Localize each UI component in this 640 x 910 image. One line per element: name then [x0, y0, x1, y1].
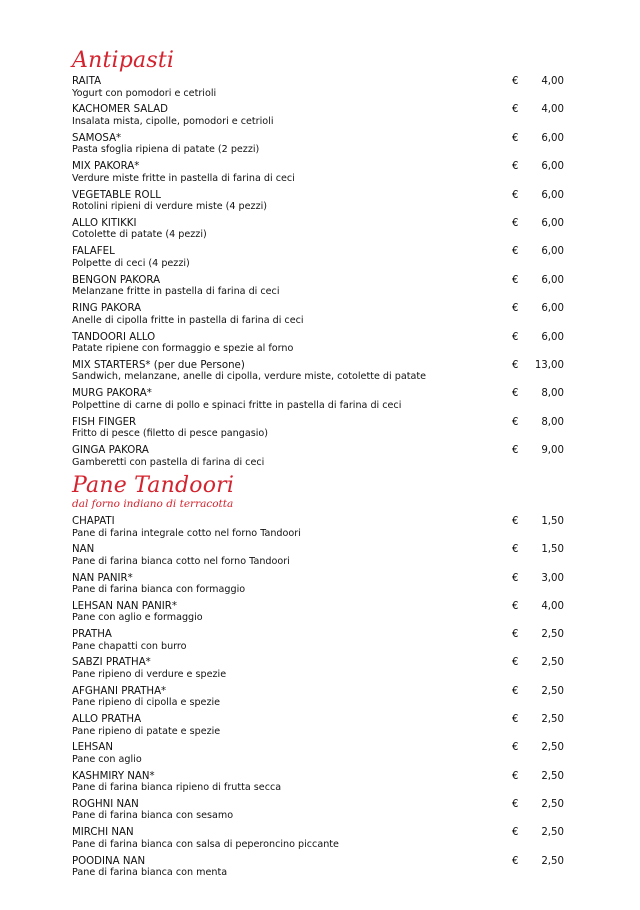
menu-item-description: Gamberetti con pastella di farina di ceci	[72, 456, 265, 468]
currency-symbol: €	[512, 855, 519, 867]
menu-item	[0, 303, 640, 331]
currency-symbol: €	[512, 798, 519, 810]
menu-item-description: Polpettine di carne di pollo e spinaci fritte in pastella di farina di ceci	[72, 399, 402, 411]
menu-item-name: CHAPATI	[72, 516, 115, 527]
menu-item-description: Melanzane fritte in pastella di farina di ceci	[72, 286, 280, 298]
menu-item-name: KASHMIRY NAN*	[72, 770, 155, 782]
menu-item-name: GINGA PAKORA	[72, 445, 149, 457]
menu-item-name: VEGETABLE ROLL	[72, 189, 161, 201]
section-title-antipasti: Antipasti	[72, 48, 175, 73]
currency-symbol: €	[512, 217, 519, 229]
menu-item-description: Verdure miste fritte in pastella di farina di ceci	[72, 172, 295, 184]
menu-item-description: Pane di farina bianca con salsa di peperoncino piccante	[72, 838, 339, 850]
menu-item-price: 4,00	[541, 104, 564, 116]
currency-symbol: €	[512, 189, 519, 201]
menu-item-name: MURG PAKORA*	[72, 388, 152, 400]
menu-item	[0, 799, 640, 827]
pane-tandoori-list	[0, 516, 640, 884]
menu-item-description: Polpette di ceci (4 pezzi)	[72, 257, 190, 269]
menu-item-description: Pane di farina integrale cotto nel forno Tandoori	[72, 527, 301, 539]
menu-item-description: Pane ripieno di cipolla e spezie	[72, 697, 221, 709]
menu-item-name: PRATHA	[72, 629, 112, 641]
menu-item-price: 2,50	[541, 827, 564, 839]
menu-item-description: Anelle di cipolla fritte in pastella di farina di ceci	[72, 314, 304, 326]
menu-item-description: Pane con aglio e formaggio	[72, 612, 203, 624]
menu-item	[0, 573, 640, 601]
menu-item-description: Pane di farina bianca con menta	[72, 867, 228, 879]
currency-symbol: €	[512, 445, 519, 457]
menu-item	[0, 218, 640, 246]
menu-item-price: 2,50	[541, 714, 564, 726]
menu-item-price: 2,50	[541, 685, 564, 697]
menu-item-price: 8,00	[541, 388, 564, 400]
menu-item	[0, 275, 640, 303]
menu-item-price: 6,00	[541, 132, 564, 144]
menu-item	[0, 771, 640, 799]
menu-item	[0, 742, 640, 770]
menu-item-name: MIX PAKORA*	[72, 161, 140, 173]
menu-item-price: 1,50	[541, 544, 564, 556]
menu-item-price: 9,00	[541, 445, 564, 457]
menu-item-description: Cotolette di patate (4 pezzi)	[72, 229, 207, 241]
menu-item-description: Pane ripieno di patate e spezie	[72, 725, 221, 737]
menu-item	[0, 629, 640, 657]
section-subtitle-pane-tandoori: dal forno indiano di terracotta	[72, 498, 234, 510]
menu-item	[0, 417, 640, 445]
menu-item-price: 4,00	[541, 600, 564, 612]
menu-item-price: 1,50	[541, 516, 564, 527]
menu-item	[0, 686, 640, 714]
currency-symbol: €	[512, 359, 519, 371]
menu-item	[0, 856, 640, 884]
currency-symbol: €	[512, 76, 519, 87]
menu-item-price: 6,00	[541, 274, 564, 286]
menu-item-price: 6,00	[541, 161, 564, 173]
section-title-pane-tandoori: Pane Tandoori	[72, 473, 235, 498]
menu-item-name: ALLO PRATHA	[72, 714, 142, 726]
antipasti-list	[0, 76, 640, 473]
menu-item-name: POODINA NAN	[72, 855, 146, 867]
menu-item	[0, 657, 640, 685]
menu-item-name: TANDOORI ALLO	[72, 331, 156, 343]
menu-item	[0, 544, 640, 572]
menu-item-name: LEHSAN NAN PANIR*	[72, 600, 177, 612]
menu-item	[0, 133, 640, 161]
menu-item-description: Yogurt con pomodori e cetrioli	[72, 87, 217, 99]
menu-item-price: 2,50	[541, 855, 564, 867]
menu-item	[0, 516, 640, 544]
menu-item-description: Pane ripieno di verdure e spezie	[72, 668, 227, 680]
menu-item-price: 13,00	[534, 359, 564, 371]
menu-item	[0, 246, 640, 274]
menu-item	[0, 104, 640, 132]
currency-symbol: €	[512, 714, 519, 726]
menu-item	[0, 190, 640, 218]
menu-item-price: 2,50	[541, 770, 564, 782]
currency-symbol: €	[512, 516, 519, 527]
currency-symbol: €	[512, 331, 519, 343]
menu-item-name: NAN PANIR*	[72, 572, 133, 584]
menu-item-name: AFGHANI PRATHA*	[72, 685, 167, 697]
currency-symbol: €	[512, 685, 519, 697]
menu-item-name: BENGON PAKORA	[72, 274, 161, 286]
menu-item-name: ALLO KITIKKI	[72, 217, 137, 229]
currency-symbol: €	[512, 132, 519, 144]
menu-item-description: Insalata mista, cipolle, pomodori e cetrioli	[72, 115, 274, 127]
currency-symbol: €	[512, 600, 519, 612]
menu-item-description: Pane di farina bianca cotto nel forno Tandoori	[72, 555, 290, 567]
menu-item-price: 6,00	[541, 246, 564, 258]
menu-item-name: MIX STARTERS* (per due Persone)	[72, 359, 245, 371]
menu-item-name: LEHSAN	[72, 742, 114, 754]
menu-item	[0, 161, 640, 189]
currency-symbol: €	[512, 544, 519, 556]
menu-item-price: 6,00	[541, 189, 564, 201]
menu-item-name: SABZI PRATHA*	[72, 657, 151, 669]
menu-item-name: RING PAKORA	[72, 303, 142, 315]
menu-item-name: FISH FINGER	[72, 416, 137, 428]
menu-item-name: MIRCHI NAN	[72, 827, 134, 839]
menu-item-price: 3,00	[541, 572, 564, 584]
menu-item-description: Pane chapatti con burro	[72, 640, 187, 652]
menu-item	[0, 76, 640, 104]
menu-item	[0, 332, 640, 360]
menu-item-description: Sandwich, melanzane, anelle di cipolla, verdure miste, cotolette di patate	[72, 371, 427, 383]
menu-item	[0, 445, 640, 473]
currency-symbol: €	[512, 416, 519, 428]
currency-symbol: €	[512, 572, 519, 584]
menu-item-price: 2,50	[541, 742, 564, 754]
currency-symbol: €	[512, 388, 519, 400]
currency-symbol: €	[512, 742, 519, 754]
currency-symbol: €	[512, 104, 519, 116]
currency-symbol: €	[512, 303, 519, 315]
menu-item	[0, 360, 640, 388]
menu-item-name: NAN	[72, 544, 95, 556]
menu-item-description: Patate ripiene con formaggio e spezie al forno	[72, 343, 294, 355]
currency-symbol: €	[512, 827, 519, 839]
currency-symbol: €	[512, 161, 519, 173]
menu-item	[0, 714, 640, 742]
menu-item-price: 6,00	[541, 331, 564, 343]
menu-item-description: Pasta sfoglia ripiena di patate (2 pezzi)	[72, 144, 260, 156]
currency-symbol: €	[512, 770, 519, 782]
menu-item-price: 4,00	[541, 76, 564, 87]
menu-item	[0, 601, 640, 629]
menu-item-price: 8,00	[541, 416, 564, 428]
menu-item-name: KACHOMER SALAD	[72, 104, 168, 116]
menu-item-price: 2,50	[541, 629, 564, 641]
menu-item-description: Pane di farina bianca con sesamo	[72, 810, 234, 822]
menu-item-description: Fritto di pesce (filetto di pesce pangasio)	[72, 428, 269, 440]
menu-item-description: Rotolini ripieni di verdure miste (4 pezzi)	[72, 201, 268, 213]
menu-item	[0, 388, 640, 416]
currency-symbol: €	[512, 657, 519, 669]
menu-item-price: 2,50	[541, 798, 564, 810]
currency-symbol: €	[512, 274, 519, 286]
menu-item-price: 6,00	[541, 217, 564, 229]
menu-item	[0, 827, 640, 855]
menu-item-description: Pane di farina bianca ripieno di frutta secca	[72, 782, 282, 794]
menu-item-name: SAMOSA*	[72, 132, 122, 144]
menu-item-description: Pane di farina bianca con formaggio	[72, 584, 246, 596]
menu-item-name: FALAFEL	[72, 246, 115, 258]
menu-item-description: Pane con aglio	[72, 753, 142, 765]
menu-item-price: 6,00	[541, 303, 564, 315]
currency-symbol: €	[512, 629, 519, 641]
menu-item-name: RAITA	[72, 76, 102, 87]
currency-symbol: €	[512, 246, 519, 258]
menu-item-name: ROGHNI NAN	[72, 798, 139, 810]
menu-item-price: 2,50	[541, 657, 564, 669]
